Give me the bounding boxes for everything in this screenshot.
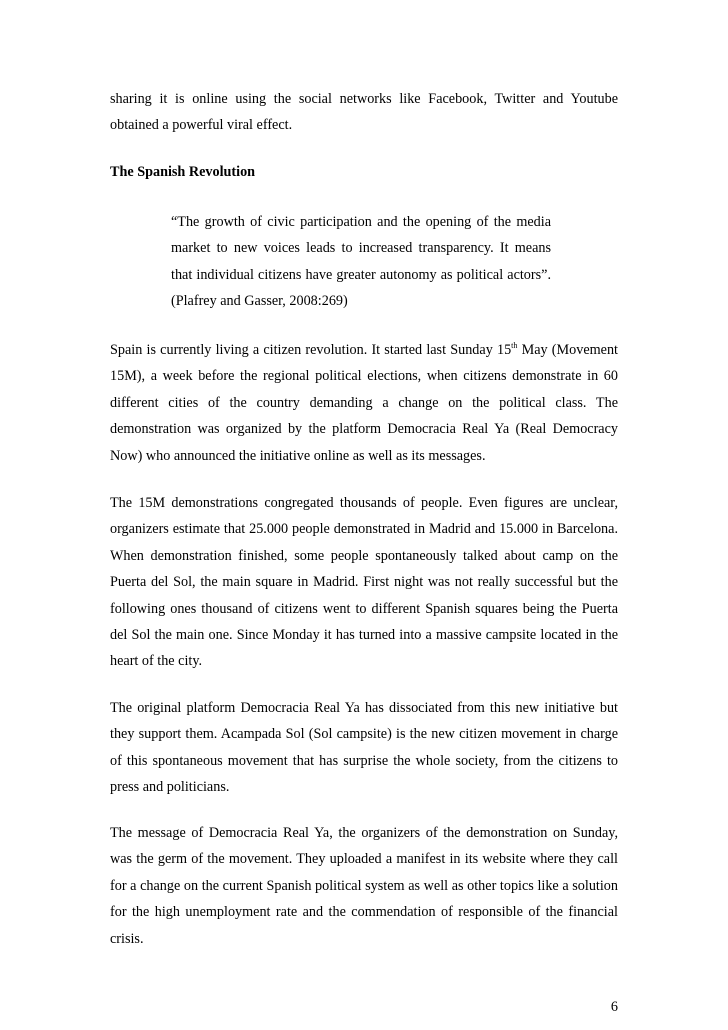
revolution-text-end: May (Movement 15M), a week before the regional political elections, when citizens demonstrate in 60 different cities of the country demanding a change on the political class. The demonstration was organized by the platform Democracia Real Ya (Real Democracy Now) who announced the initiative online as well as its messages.	[110, 342, 618, 464]
message-paragraph: The message of Democracia Real Ya, the organizers of the demonstration on Sunday, was the germ of the movement. They uploaded a manifest in its website where they call for a change on the current Spanish political system as well as other topics like a solution for the high unemployment rate and the commendation of responsible of the financial crisis.	[110, 825, 618, 947]
page-number: 6	[610, 999, 618, 1015]
revolution-text-start: Spain is currently living a citizen revolution. It started last Sunday 15	[110, 342, 512, 358]
platform-paragraph: The original platform Democracia Real Ya has dissociated from this new initiative but they support them. Acampada Sol (Sol campsite) is the new citizen movement in charge of this spontaneous movement that has surprise the whole society, from the citizens to press and politicians.	[110, 700, 618, 796]
section-heading: The Spanish Revolution	[110, 164, 256, 180]
demonstrations-paragraph: The 15M demonstrations congregated thousands of people. Even figures are unclear, organizers estimate that 25.000 people demonstrated in Madrid and 15.000 in Barcelona. When demonstration finished, some people spontaneously talked about camp on the Puerta del Sol, the main square in Madrid. First night was not really successful but the following ones thousand of citizens went to different Spanish squares being the Puerta del Sol the main one. Since Monday it has turned into a massive campsite located in the heart of the city.	[110, 495, 618, 670]
intro-paragraph: sharing it is online using the social networks like Facebook, Twitter and Youtube obtained a powerful viral effect.	[110, 91, 618, 134]
block-quote: “The growth of civic participation and the opening of the media market to new voices leads to increased transparency. It means that individual citizens have greater autonomy as political actors”. (Plafrey and Gasser, 2008:269)	[171, 214, 551, 310]
ordinal-superscript: th	[511, 341, 518, 350]
revolution-paragraph	[110, 337, 618, 469]
